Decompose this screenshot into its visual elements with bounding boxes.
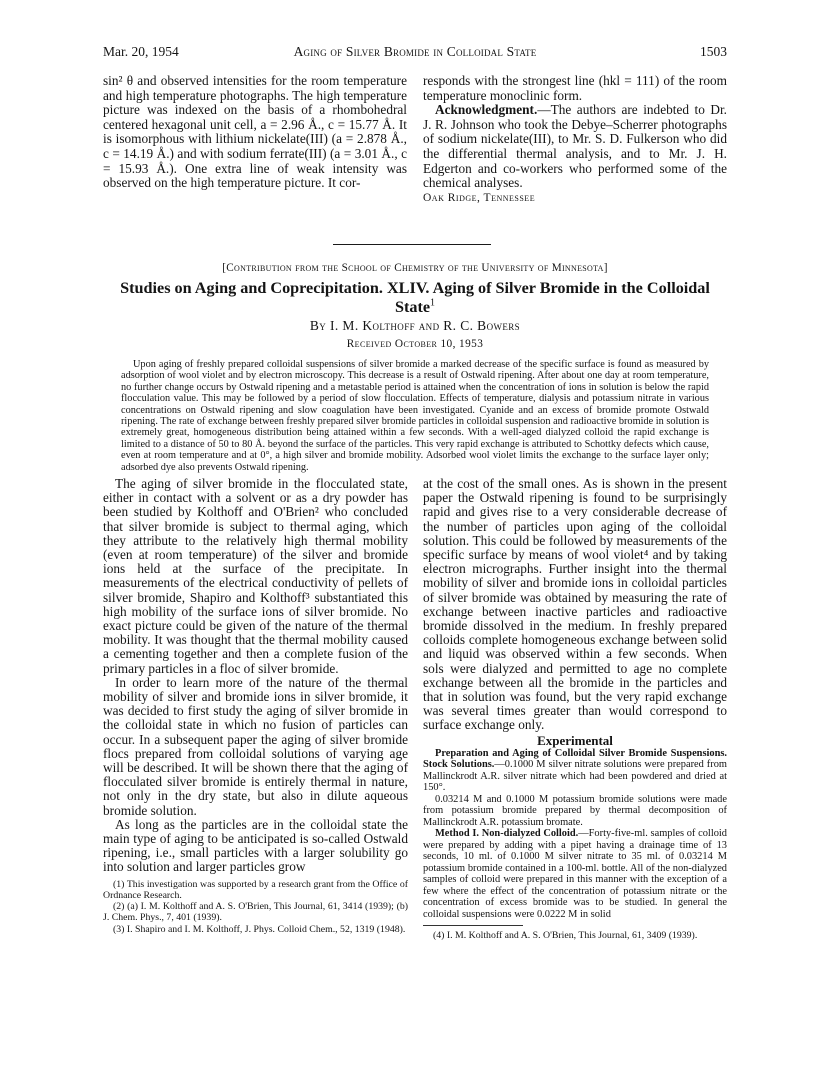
footnotes-right (423, 930, 727, 941)
preparation-text: —0.1000 M silver nitrate solutions were prepared from Mallinckrodt A.R. silver nitrate which had been powdered and dried at 150°. (423, 759, 727, 794)
body-left-column (103, 477, 408, 935)
author-byline: By I. M. Kolthoff and R. C. Bowers (309, 318, 521, 333)
body-paragraph: In order to learn more of the nature of the thermal mobility of silver and bromide ions in silver bromide, it was decided to first study the aging of silver bromide in the colloidal state in which no fusion of particles can occur. In a subsequent paper the aging of silver bromide flocs prepared from colloidal solutions of varying age will be described. It will be shown there that the aging of flocculated silver bromide is entirely thermal in nature, not only in the dry state, but also in dilute aqueous bromide solution. (103, 674, 408, 818)
preparation-heading: Preparation and Aging of Colloidal Silver Bromide Suspensions. Stock Solutions. (423, 747, 727, 771)
footnotes-left (103, 879, 408, 935)
previous-article-continuation: responds with the strongest line (hkl = 111) of the room temperature monoclinic form. (423, 73, 727, 103)
body-paragraph: As long as the particles are in the colloidal state the main type of aging to be anticipated is so-called Ostwald ripening, i.e., small particles with a larger solubility go into solution and larger particles grow (103, 816, 408, 875)
body-paragraph: The aging of silver bromide in the flocculated state, either in contact with a solvent or as a dry powder has been studied by Kolthoff and O'Brien² who concluded that silver bromide is subject to thermal aging, which they attribute to the relatively high thermal mobility (even at room temperature) of the silver and bromide ions held at the surface of the precipitate. In measurements of the electrical conductivity of pellets of silver bromide, Shapiro and Kolthoff³ substantiated this high mobility of the surface ions of silver bromide. No exact picture could be given of the nature of the thermal mobility. It was thought that the thermal mobility caused a cementing together and then a complete fusion of the primary particles in a floc of silver bromide. (103, 476, 408, 676)
contribution-line: [Contribution from the School of Chemistry of the University of Minnesota] (222, 262, 608, 274)
section-divider (333, 244, 491, 245)
footnote-1: (1) This investigation was supported by a research grant from the Office of Ordnance Research. (103, 878, 408, 901)
header-title: Aging of Silver Bromide in Colloidal State (293, 44, 537, 59)
acknowledgment-text: —The authors are indebted to Dr. J. R. Johnson who took the Debye–Scherrer photographs of sodium nickelate(III), to Mr. S. D. Fulkerson who did the differential thermal analysis, and to Mr. J. H. Edgerton and co-workers who performed some of the chemical analyses. (423, 102, 727, 191)
bromide-paragraph: 0.03214 M and 0.1000 M potassium bromide solutions were made from potassium bromide prepared by thermal decomposition of Mallinckrodt A.R. potassium bromate. (423, 793, 727, 828)
header-date: Mar. 20, 1954 (103, 44, 179, 59)
header-page-number: 1503 (700, 44, 727, 59)
abstract: Upon aging of freshly prepared colloidal suspensions of silver bromide a marked decrease of the specific surface is found as measured by adsorption of wool violet and by electron microscopy. This decrease is a result of Ostwald ripening. After about one day at room temperature, no further change occurs by Ostwald ripening and a metastable period is attained when the concentration of ions in solution is below the rapid flocculation value. This may be followed by a period of slow flocculation. Effects of temperature, dialysis and potassium nitrate in various concentrations on Ostwald ripening and slow coagulation have been investigated. Cyanide and an excess of bromide promote Ostwald ripening. The rate of exchange between freshly prepared silver bromide particles in colloidal suspension and radioactive bromide in solution is extremely great, homogeneous distribution being attained within a few seconds. With a well-aged dialyzed colloid the rapid exchange is limited to a distance of 50 to 80 Å. beyond the surface of the particles. This very rapid exchange is attributed to Schottky defects which cause, even at room temperature and at 0°, a high silver and bromide mobility. Adsorbed wool violet limits the exchange to the surface layer only; adsorbed dye also prevents Ostwald ripening. (121, 359, 709, 473)
method-heading: Method I. Non-dialyzed Colloid. (435, 828, 579, 840)
article-title-text: Studies on Aging and Coprecipitation. XLIV. Aging of Silver Bromide in the Colloidal State (120, 279, 710, 316)
footnote-3: (3) I. Shapiro and I. M. Kolthoff, J. Phys. Colloid Chem., 52, 1319 (1948). (113, 923, 406, 935)
preparation-paragraph (423, 748, 727, 794)
previous-article-text: sin² θ and observed intensities for the room temperature and high temperature photographs. The high temperature picture was indexed on the basis of a rhombohedral centered hexagonal unit cell, a = 2.96 Å., c = 15.77 Å. It is isomorphous with lithium nickelate(III) (a = 2.878 Å., c = 14.19 Å.) and with sodium ferrate(III) (a = 3.01 Å., c = 15.93 Å.). One extra line of weak intensity was observed on the high temperature picture. It cor- (103, 73, 407, 191)
body-right-column (423, 477, 727, 942)
title-footnote-marker: 1 (430, 297, 436, 309)
article-title (103, 279, 727, 317)
footnote-2: (2) (a) I. M. Kolthoff and A. S. O'Brien, This Journal, 61, 3414 (1939); (b) J. Chem. Phys., 7, 401 (1939). (103, 901, 408, 924)
previous-article-right-column (423, 74, 727, 205)
footnote-4: (4) I. M. Kolthoff and A. S. O'Brien, This Journal, 61, 3409 (1939). (433, 930, 698, 942)
previous-article-left-column (103, 74, 407, 191)
method-text: —Forty-five-ml. samples of colloid were prepared by adding with a pipet having a drainage time of 13 seconds, 10 ml. of 0.1000 M silver nitrate to 35 ml. of 0.03214 M potassium bromide contained in a 100-ml. bottle. All of the non-dialyzed samples of colloid were prepared in this manner with the exception of a few where the effect of the concentration of potassium nitrate or the concentration of excess bromide was to be studied. In general the colloidal suspensions were 0.0222 M in solid (423, 828, 727, 920)
experimental-section (423, 748, 727, 921)
method-paragraph (423, 828, 727, 920)
acknowledgment-heading: Acknowledgment. (435, 102, 538, 118)
footnote-divider (423, 925, 523, 926)
body-paragraph: at the cost of the small ones. As is shown in the present paper the Ostwald ripening is found to be surprisingly rapid and gives rise to a very considerable decrease of the number of particles upon aging of the colloidal solution. This could be followed by measurements of the specific surface by means of wool violet⁴ and by taking electron micrographs. Further insight into the thermal mobility of silver and bromide ions in colloidal particles of silver bromide was obtained by measuring the rate of exchange between inactive particles and radioactive bromide dissolved in the medium. In freshly prepared colloids complete homogeneous exchange between solid and liquid was observed within a few seconds. When sols were dialyzed and permitted to age no complete exchange between all the bromide in the particles and that in solution was found, but the very rapid exchange was several times greater than would correspond to surface exchange only. (423, 476, 727, 733)
acknowledgment-paragraph (423, 103, 727, 191)
author-location: Oak Ridge, Tennessee (423, 191, 536, 204)
experimental-heading: Experimental (537, 732, 613, 748)
received-date: Received October 10, 1953 (346, 338, 484, 350)
